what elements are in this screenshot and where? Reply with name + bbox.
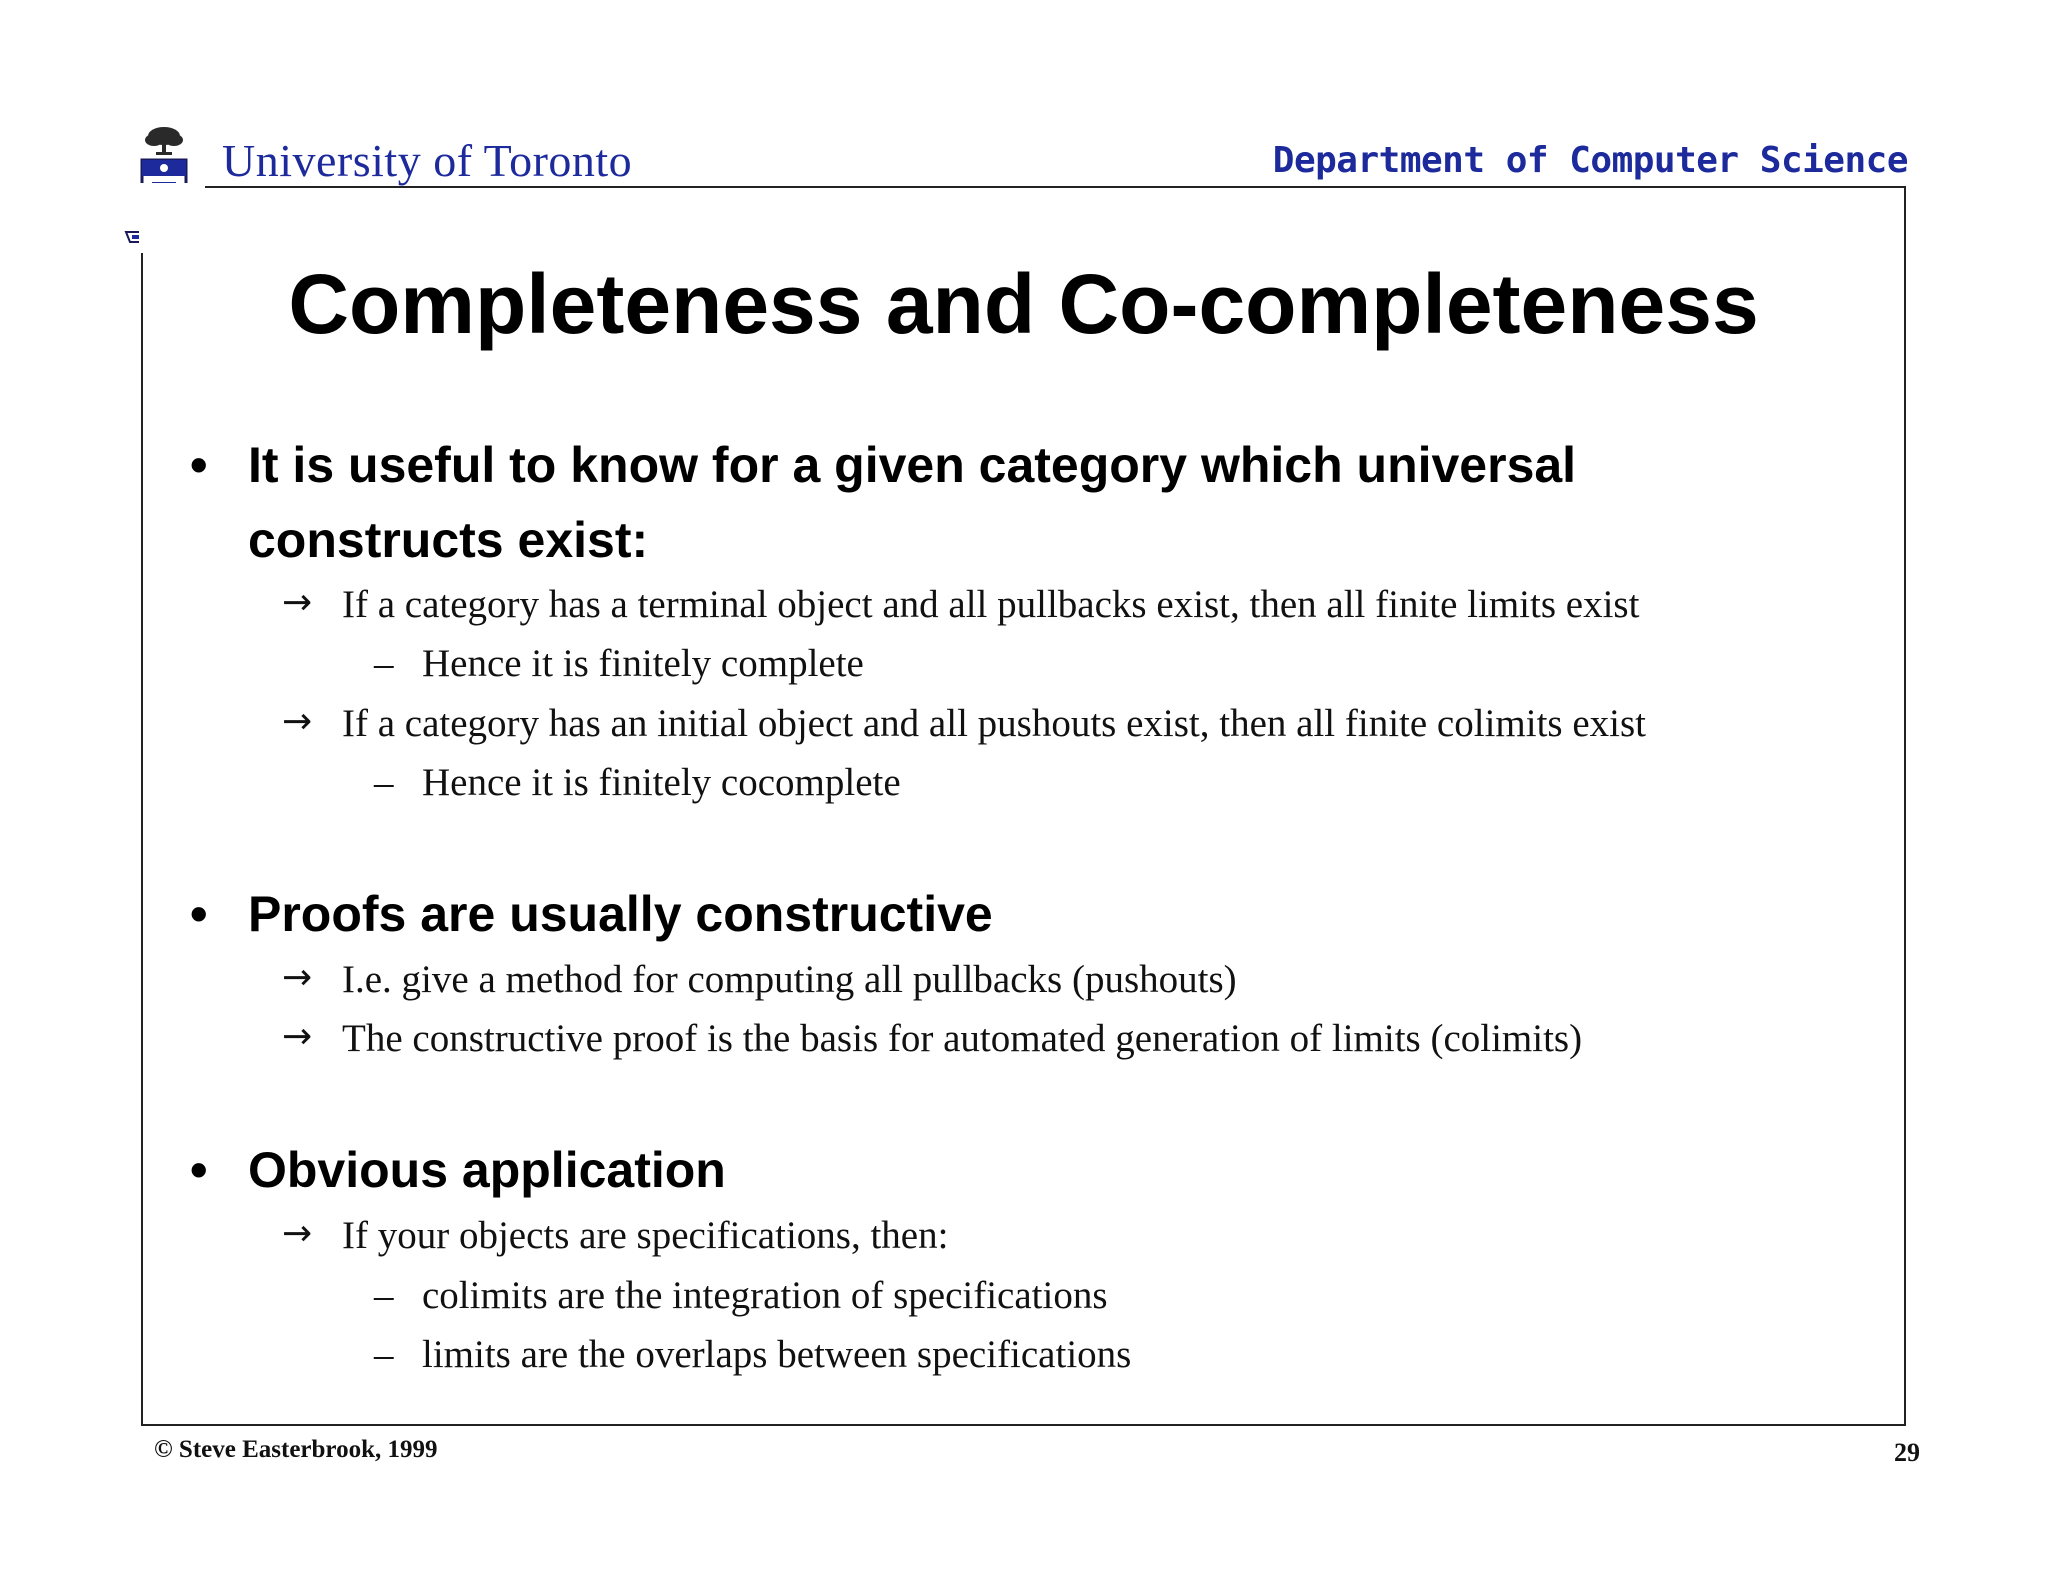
arrow-item [282, 701, 1647, 746]
arrow-item [282, 1016, 1583, 1061]
bullet-heading-continuation [248, 511, 648, 569]
bullet-heading-text: Obvious application [248, 1142, 726, 1198]
slide-title: Completeness and Co-completeness [288, 257, 1759, 351]
arrow-item-text: If a category has an initial object and all pushouts exist, then all finite colimits exist [342, 702, 1647, 745]
arrow-right-icon: → [282, 701, 313, 742]
bullet-icon: • [190, 437, 208, 493]
arrow-right-icon: → [282, 1016, 313, 1057]
dash-icon: – [374, 1333, 394, 1376]
bullet-heading [190, 436, 1577, 494]
university-name: University of Toronto [222, 135, 633, 186]
arrow-item-text: I.e. give a method for computing all pullbacks (pushouts) [342, 958, 1237, 1001]
arrow-item [282, 582, 1640, 627]
copyright-notice: © Steve Easterbrook, 1999 [154, 1436, 438, 1463]
bullet-heading-text: constructs exist: [248, 512, 649, 568]
dash-item-text: limits are the overlaps between specifications [422, 1333, 1132, 1376]
dash-item [374, 1273, 1108, 1318]
arrow-right-icon: → [282, 582, 313, 623]
arrow-item-text: If a category has a terminal object and all pullbacks exist, then all finite limits exist [342, 583, 1640, 626]
dash-item-text: Hence it is finitely complete [422, 642, 864, 685]
arrow-item-text: The constructive proof is the basis for automated generation of limits (colimits) [342, 1017, 1583, 1060]
dash-item-text: Hence it is finitely cocomplete [422, 761, 901, 804]
bullet-heading [190, 1141, 726, 1199]
arrow-right-icon: → [282, 957, 313, 998]
dash-icon: – [374, 642, 394, 685]
dash-item [374, 1332, 1132, 1377]
arrow-item-text: If your objects are specifications, then: [342, 1214, 949, 1257]
bullet-heading-text: It is useful to know for a given category which universal [248, 437, 1577, 493]
bullet-icon: • [190, 1142, 208, 1198]
page-number: 29 [1894, 1438, 1920, 1467]
arrow-item [282, 957, 1237, 1002]
dash-item [374, 641, 864, 686]
bullet-icon: • [190, 886, 208, 942]
bullet-heading-text: Proofs are usually constructive [248, 886, 993, 942]
dash-item [374, 760, 901, 805]
dash-item-text: colimits are the integration of specifications [422, 1274, 1108, 1317]
dash-icon: – [374, 1274, 394, 1317]
bullet-heading [190, 885, 993, 943]
arrow-right-icon: → [282, 1213, 313, 1254]
dash-icon: – [374, 761, 394, 804]
department-name: Department of Computer Science [1272, 140, 1908, 181]
arrow-item [282, 1213, 949, 1258]
